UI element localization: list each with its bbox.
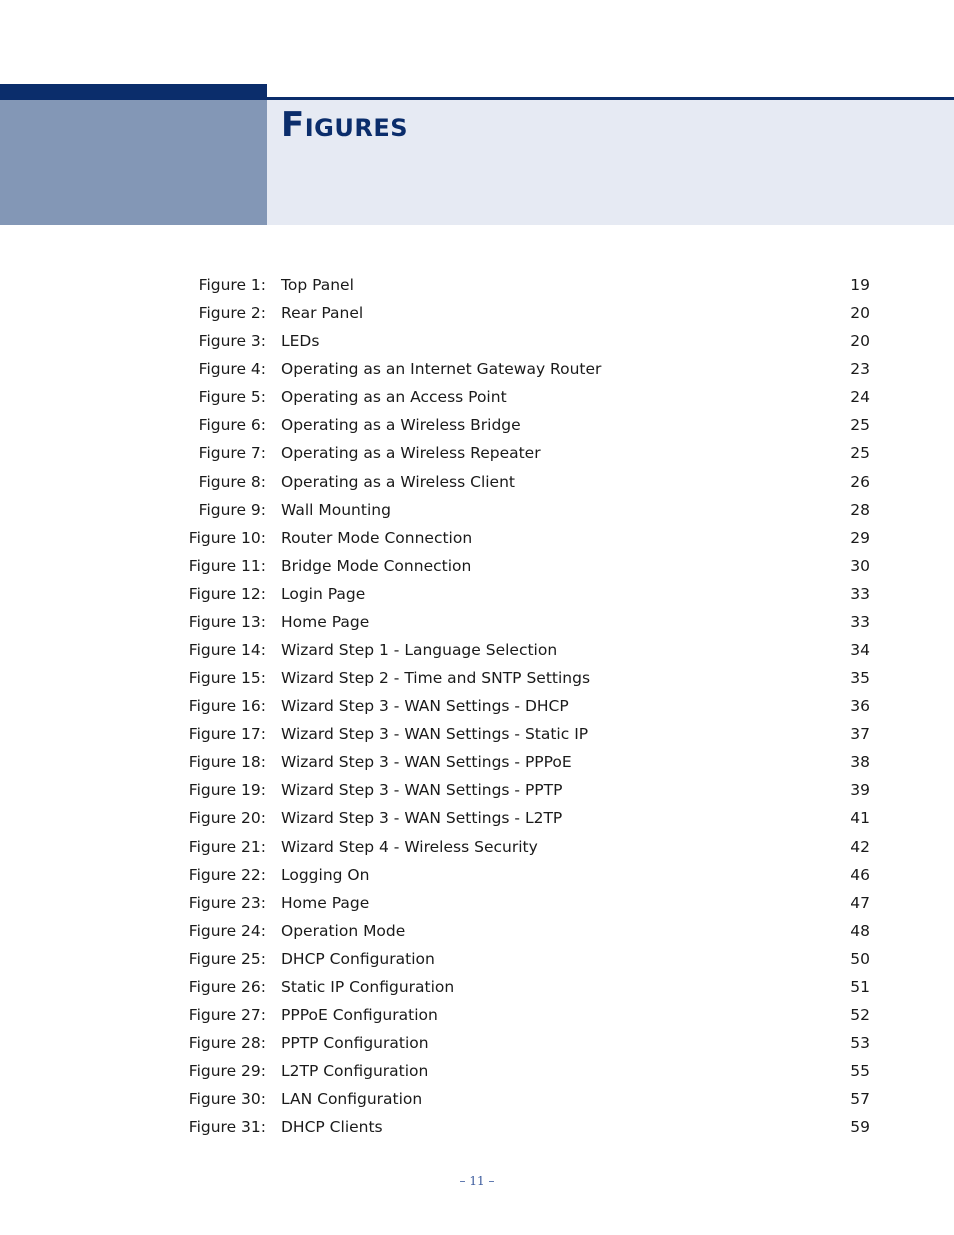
figure-entry[interactable] bbox=[0, 776, 954, 804]
figure-page-number[interactable]: 25 bbox=[850, 444, 870, 463]
figure-entry[interactable] bbox=[0, 720, 954, 748]
figure-entry[interactable] bbox=[0, 1001, 954, 1029]
figure-page-number[interactable]: 39 bbox=[850, 781, 870, 800]
figure-title[interactable]: Operation Mode bbox=[281, 921, 406, 940]
figure-title[interactable]: Operating as an Access Point bbox=[281, 388, 507, 407]
figure-page-number[interactable]: 48 bbox=[850, 921, 870, 940]
figure-label: Figure 11: bbox=[188, 556, 266, 575]
figure-entry[interactable] bbox=[0, 439, 954, 467]
figure-title[interactable]: Router Mode Connection bbox=[281, 528, 473, 547]
figure-entry[interactable] bbox=[0, 664, 954, 692]
page-title: Figures bbox=[281, 105, 409, 145]
figure-title[interactable]: Wizard Step 4 - Wireless Security bbox=[281, 837, 538, 856]
figure-page-number[interactable]: 30 bbox=[850, 556, 870, 575]
figure-entry[interactable] bbox=[0, 327, 954, 355]
figure-label: Figure 25: bbox=[188, 949, 266, 968]
figure-page-number[interactable]: 57 bbox=[850, 1090, 870, 1109]
figure-page-number[interactable]: 51 bbox=[850, 977, 870, 996]
header-rule bbox=[267, 97, 954, 100]
figure-page-number[interactable]: 55 bbox=[850, 1062, 870, 1081]
figure-title[interactable]: PPPoE Configuration bbox=[281, 1006, 438, 1025]
figure-entry[interactable] bbox=[0, 524, 954, 552]
figure-title[interactable]: LAN Configuration bbox=[281, 1090, 423, 1109]
header-accent-bar bbox=[0, 84, 267, 100]
figure-title[interactable]: Wizard Step 3 - WAN Settings - Static IP bbox=[281, 725, 589, 744]
figure-page-number[interactable]: 24 bbox=[850, 388, 870, 407]
figure-title[interactable]: Login Page bbox=[281, 584, 366, 603]
figure-entry[interactable] bbox=[0, 299, 954, 327]
figure-page-number[interactable]: 59 bbox=[850, 1118, 870, 1137]
figure-title[interactable]: PPTP Configuration bbox=[281, 1034, 429, 1053]
figure-label: Figure 31: bbox=[188, 1118, 266, 1137]
figure-page-number[interactable]: 33 bbox=[850, 584, 870, 603]
figure-title[interactable]: Top Panel bbox=[281, 276, 354, 294]
figure-title[interactable]: LEDs bbox=[281, 332, 320, 351]
header-band-left bbox=[0, 84, 267, 225]
figure-label: Figure 1: bbox=[198, 276, 266, 294]
figure-entry[interactable] bbox=[0, 496, 954, 524]
figure-entry[interactable] bbox=[0, 608, 954, 636]
figure-title[interactable]: Home Page bbox=[281, 893, 370, 912]
figure-label: Figure 4: bbox=[198, 360, 266, 379]
figure-title[interactable]: Wall Mounting bbox=[281, 500, 391, 519]
figure-label: Figure 22: bbox=[188, 865, 266, 884]
figure-label: Figure 30: bbox=[188, 1090, 266, 1109]
figure-entry[interactable] bbox=[0, 833, 954, 861]
figure-label: Figure 21: bbox=[188, 837, 266, 856]
figure-title[interactable]: Operating as a Wireless Bridge bbox=[281, 416, 521, 435]
figure-title[interactable]: Operating as an Internet Gateway Router bbox=[281, 360, 602, 379]
figure-page-number[interactable]: 38 bbox=[850, 753, 870, 772]
figure-entry[interactable] bbox=[0, 748, 954, 776]
figure-page-number[interactable]: 25 bbox=[850, 416, 870, 435]
figure-title[interactable]: Wizard Step 1 - Language Selection bbox=[281, 641, 558, 660]
figure-label: Figure 28: bbox=[188, 1034, 266, 1053]
figure-page-number[interactable]: 33 bbox=[850, 612, 870, 631]
figure-entry[interactable] bbox=[0, 889, 954, 917]
figure-label: Figure 12: bbox=[188, 584, 266, 603]
figure-page-number[interactable]: 52 bbox=[850, 1006, 870, 1025]
list-of-figures bbox=[0, 271, 954, 1141]
figure-title[interactable]: Wizard Step 3 - WAN Settings - PPTP bbox=[281, 781, 563, 800]
figure-label: Figure 8: bbox=[198, 472, 266, 491]
figure-entry[interactable] bbox=[0, 1029, 954, 1057]
figure-entry[interactable] bbox=[0, 804, 954, 832]
figure-label: Figure 20: bbox=[188, 809, 266, 828]
figure-title[interactable]: Home Page bbox=[281, 612, 370, 631]
figure-page-number[interactable]: 53 bbox=[850, 1034, 870, 1053]
figure-entry[interactable] bbox=[0, 692, 954, 720]
figure-label: Figure 9: bbox=[198, 500, 266, 519]
figure-entry[interactable] bbox=[0, 945, 954, 973]
figure-label: Figure 23: bbox=[188, 893, 266, 912]
figure-page-number[interactable]: 20 bbox=[850, 304, 870, 323]
figure-label: Figure 24: bbox=[188, 921, 266, 940]
figure-label: Figure 7: bbox=[198, 444, 266, 463]
figure-title[interactable]: Operating as a Wireless Client bbox=[281, 472, 515, 491]
figure-page-number[interactable]: 37 bbox=[850, 725, 870, 744]
figure-page-number[interactable]: 41 bbox=[850, 809, 870, 828]
figure-entry[interactable] bbox=[0, 1085, 954, 1113]
figure-entry[interactable] bbox=[0, 468, 954, 496]
figure-title[interactable]: Static IP Configuration bbox=[281, 977, 455, 996]
figure-title[interactable]: Wizard Step 3 - WAN Settings - L2TP bbox=[281, 809, 563, 828]
figure-label: Figure 14: bbox=[188, 641, 266, 660]
figure-title[interactable]: Wizard Step 3 - WAN Settings - DHCP bbox=[281, 697, 569, 716]
figure-entry[interactable] bbox=[0, 271, 954, 299]
figure-page-number[interactable]: 19 bbox=[850, 276, 870, 294]
figure-label: Figure 6: bbox=[198, 416, 266, 435]
figure-page-number[interactable]: 36 bbox=[850, 697, 870, 716]
figure-page-number[interactable]: 50 bbox=[850, 949, 870, 968]
figure-title[interactable]: Wizard Step 2 - Time and SNTP Settings bbox=[281, 669, 591, 688]
figure-title[interactable]: Logging On bbox=[281, 865, 370, 884]
figure-title[interactable]: Operating as a Wireless Repeater bbox=[281, 444, 541, 463]
figure-entry[interactable] bbox=[0, 383, 954, 411]
figure-label: Figure 16: bbox=[188, 697, 266, 716]
figure-title[interactable]: Rear Panel bbox=[281, 304, 364, 323]
figure-title[interactable]: DHCP Clients bbox=[281, 1118, 383, 1137]
figure-entry[interactable] bbox=[0, 411, 954, 439]
figure-label: Figure 18: bbox=[188, 753, 266, 772]
figure-entry[interactable] bbox=[0, 861, 954, 889]
figure-entry[interactable] bbox=[0, 973, 954, 1001]
figure-title[interactable]: DHCP Configuration bbox=[281, 949, 435, 968]
figure-label: Figure 10: bbox=[188, 528, 266, 547]
figure-entry[interactable] bbox=[0, 917, 954, 945]
figure-label: Figure 27: bbox=[188, 1006, 266, 1025]
figure-page-number[interactable]: 42 bbox=[850, 837, 870, 856]
figure-label: Figure 13: bbox=[188, 612, 266, 631]
figure-entry[interactable] bbox=[0, 636, 954, 664]
figure-title[interactable]: Bridge Mode Connection bbox=[281, 556, 472, 575]
figure-page-number[interactable]: 23 bbox=[850, 360, 870, 379]
figure-page-number[interactable]: 46 bbox=[850, 865, 870, 884]
figure-entry[interactable] bbox=[0, 580, 954, 608]
figure-page-number[interactable]: 34 bbox=[850, 641, 870, 660]
figure-label: Figure 15: bbox=[188, 669, 266, 688]
figure-label: Figure 17: bbox=[188, 725, 266, 744]
figure-entry[interactable] bbox=[0, 552, 954, 580]
figure-label: Figure 29: bbox=[188, 1062, 266, 1081]
figure-entry[interactable] bbox=[0, 1057, 954, 1085]
figure-title[interactable]: L2TP Configuration bbox=[281, 1062, 429, 1081]
figure-label: Figure 5: bbox=[198, 388, 266, 407]
figure-page-number[interactable]: 29 bbox=[850, 528, 870, 547]
figure-label: Figure 3: bbox=[198, 332, 266, 351]
page-number: – 11 – bbox=[459, 1174, 495, 1188]
figure-page-number[interactable]: 35 bbox=[850, 669, 870, 688]
figure-entry[interactable] bbox=[0, 1113, 954, 1141]
figure-entry[interactable] bbox=[0, 355, 954, 383]
figure-page-number[interactable]: 28 bbox=[850, 500, 870, 519]
figure-label: Figure 19: bbox=[188, 781, 266, 800]
figure-page-number[interactable]: 26 bbox=[850, 472, 870, 491]
figure-page-number[interactable]: 20 bbox=[850, 332, 870, 351]
figure-title[interactable]: Wizard Step 3 - WAN Settings - PPPoE bbox=[281, 753, 572, 772]
figure-label: Figure 2: bbox=[198, 304, 266, 323]
figure-label: Figure 26: bbox=[188, 977, 266, 996]
figure-page-number[interactable]: 47 bbox=[850, 893, 870, 912]
